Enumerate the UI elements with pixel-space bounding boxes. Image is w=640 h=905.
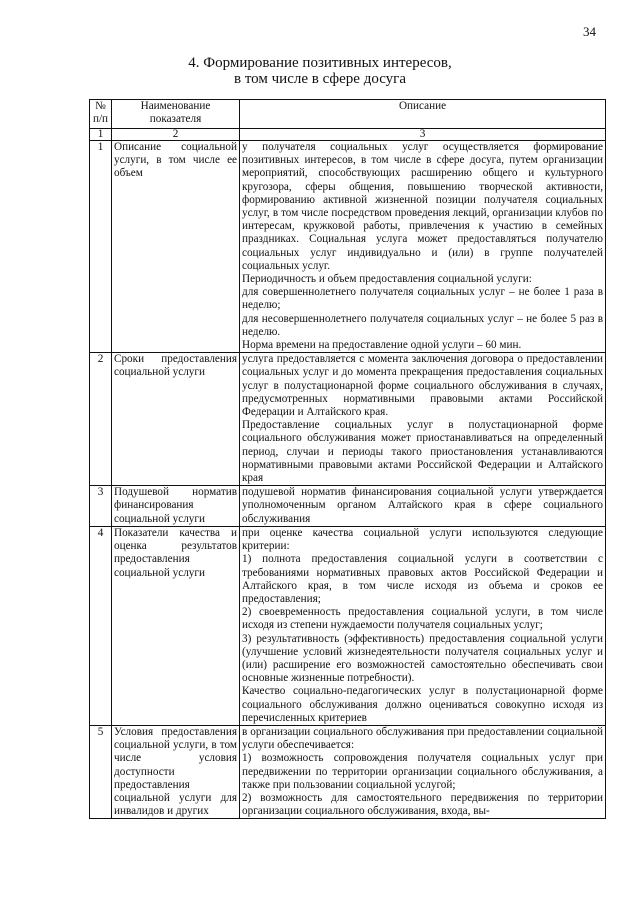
section-title-line-2: в том числе в сфере досуга <box>233 71 406 87</box>
description-paragraph: Качество социально-педагогических услуг в полустационарной форме социального обслуживания должно оцениваться совокупно исходя из перечисленных критериев <box>242 685 603 724</box>
row-number: 1 <box>90 141 112 353</box>
description-paragraph: Предоставление социальных услуг в полустационарной форме социального обслуживания может приостанавливаться на определенный период, случаи и периоды такого приостановления устанавливаются нормативными правовыми актами Российской Федерации и Алтайского края <box>242 419 603 485</box>
column-number-3: 3 <box>240 129 606 141</box>
description-paragraph: услуга предоставляется с момента заключения договора о предоставлении социальных услуг и до момента прекращения предоставления социальных услуг в полустационарной форме социального обслуживания в случаях, предусмотренных нормативными правовыми актами Российской Федерации и Алтайского края. <box>242 353 603 419</box>
row-number: 5 <box>90 725 112 818</box>
header-name: Наименование показателя <box>112 100 240 129</box>
description-paragraph: 1) возможность сопровождения получателя социальных услуг при передвижении по территории организации социального обслуживания, а также при пользовании социальной услугой; <box>242 752 603 791</box>
page-number: 34 <box>583 24 596 39</box>
row-number: 4 <box>90 526 112 725</box>
column-number-row <box>90 129 606 141</box>
column-number-1: 1 <box>90 129 112 141</box>
table-row <box>90 725 606 818</box>
description-paragraph: для совершеннолетнего получателя социальных услуг – не более 1 раза в неделю; <box>242 286 603 312</box>
description-paragraph: у получателя социальных услуг осуществляется формирование позитивных интересов, в том числе в сфере досуга, путем организации мероприятий, способствующих расширению общего и культурного кругозора, сферы общения, повышению творческой активности, формированию активной жизненной позиции получателя социальных услуг, в том числе посредством проведения лекций, организации клубов по интересам, кружковой работы, привлечения к участию в семейных праздниках. Социальная услуга может предоставляться получателю социальных услуг индивидуально и (или) в группе получателей социальных услуг. <box>242 141 603 272</box>
indicator-name: Условия предоставления социальной услуги, в том числе условия доступности предоставления социальной услуги для инвалидов и других <box>112 725 240 818</box>
description-cell <box>240 526 606 725</box>
table-row <box>90 353 606 486</box>
table-row <box>90 526 606 725</box>
description-paragraph: при оценке качества социальной услуги используются следующие критерии: <box>242 526 603 553</box>
table-row <box>90 486 606 527</box>
description-cell <box>240 486 606 527</box>
header-num: № п/п <box>90 100 112 129</box>
row-number: 2 <box>90 353 112 486</box>
description-paragraph: 3) результативность (эффективность) предоставления социальной услуги (улучшение условий жизнедеятельности получателя социальных услуг и (или) расширение его возможностей самостоятельно обеспечивать свои основные жизненные потребности). <box>242 632 603 685</box>
indicator-name: Сроки предоставления социальной услуги <box>112 353 240 486</box>
description-paragraph: в организации социального обслуживания при предоставлении социальной услуги обеспечивается: <box>242 725 603 752</box>
indicator-name: Описание социальной услуги, в том числе ее объем <box>112 141 240 353</box>
column-number-2: 2 <box>112 129 240 141</box>
indicator-name: Показатели качества и оценка результатов предоставления социальной услуги <box>112 526 240 725</box>
description-paragraph: для несовершеннолетнего получателя социальных услуг – не более 5 раз в неделю. <box>242 312 603 338</box>
description-cell <box>240 353 606 486</box>
description-paragraph: 2) своевременность предоставления социальной услуги, в том числе исходя из степени нуждаемости получателя социальных услуг; <box>242 606 603 632</box>
description-paragraph: подушевой норматив финансирования социальной услуги утверждается уполномоченным органом Алтайского края в сфере социального обслуживания <box>242 486 603 525</box>
service-table <box>89 99 606 819</box>
description-paragraph: 1) полнота предоставления социальной услуги в соответствии с требованиями нормативных правовых актов Российской Федерации и Алтайского края, в том числе исходя из объема и сроков ее предоставления; <box>242 553 603 605</box>
description-paragraph: Периодичность и объем предоставления социальной услуги: <box>242 273 532 286</box>
description-cell <box>240 725 606 818</box>
header-description: Описание <box>240 100 606 129</box>
table-header-row <box>90 100 606 129</box>
table-row <box>90 141 606 353</box>
indicator-name: Подушевой норматив финансирования социальной услуги <box>112 486 240 527</box>
section-title-line-1: 4. Формирование позитивных интересов, <box>188 55 452 71</box>
section-title <box>0 55 640 87</box>
description-paragraph: 2) возможность для самостоятельного передвижения по территории организации социального обслуживания, входа, вы- <box>242 791 603 818</box>
row-number: 3 <box>90 486 112 527</box>
description-cell <box>240 141 606 353</box>
description-paragraph: Норма времени на предоставление одной услуги – 60 мин. <box>242 339 522 352</box>
